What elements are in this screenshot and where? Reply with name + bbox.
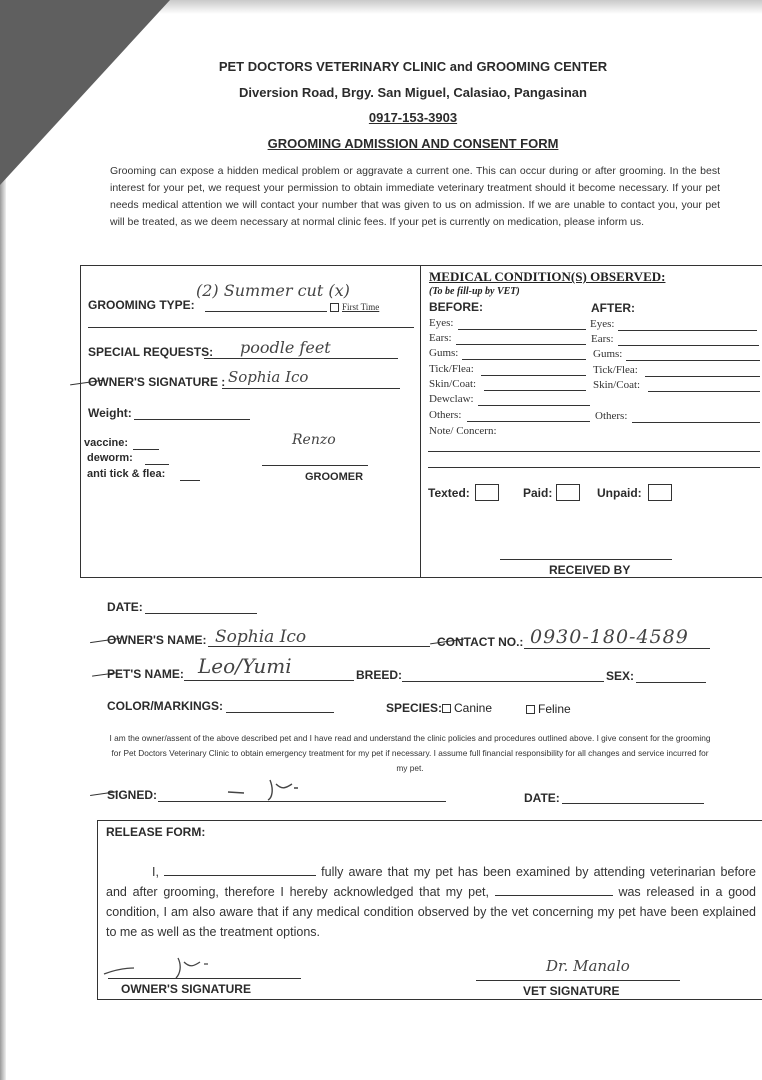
contact-value[interactable]: 0930-180-4589 [530,626,689,648]
after-ears-line [618,345,759,346]
texted-checkbox[interactable] [475,484,499,501]
date-line [145,613,257,614]
deworm-label: deworm: [87,452,133,464]
deworm-line [145,464,169,465]
pet-name-label: PET'S NAME: [107,667,184,681]
clinic-address: Diversion Road, Brgy. San Miguel, Calasiao, Pangasinan [239,85,587,100]
texted-label: Texted: [428,486,470,500]
before-others-label: Others: [429,409,462,421]
weight-line [134,419,250,420]
before-eyes-label: Eyes: [429,317,454,329]
special-requests-value[interactable]: poodle feet [240,338,331,357]
release-text-part2: fully aware that my pet has been examined by attending veterinarian before and after grooming, therefore I hereby acknowledged that my pet, [106,865,756,899]
vaccine-label: vaccine: [84,437,129,449]
after-skincoat-line [648,391,760,392]
release-text-part1: I, [152,865,159,879]
pet-name-value[interactable]: Leo/Yumi [198,654,292,678]
owner-signature-line [222,388,400,389]
owner-name-label: OWNER'S NAME: [107,633,207,647]
before-tickflea-label: Tick/Flea: [429,363,474,375]
before-dewclaw-label: Dewclaw: [429,393,474,405]
release-owner-signature-line [108,978,301,979]
grooming-type-line [205,311,327,312]
before-ears-line [456,344,586,345]
received-by-line [500,559,672,560]
release-owner-blank[interactable] [164,863,316,876]
vet-signature-label: VET SIGNATURE [523,984,620,998]
feline-label: Feline [538,702,571,716]
vet-signature-value[interactable]: Dr. Manalo [546,957,630,975]
clinic-name: PET DOCTORS VETERINARY CLINIC and GROOMING CENTER [218,59,608,74]
owner-name-value[interactable]: Sophia Ico [215,627,307,647]
color-markings-label: COLOR/MARKINGS: [107,699,223,713]
paid-label: Paid: [523,486,553,500]
note-concern-label: Note/ Concern: [429,425,497,437]
sex-line [636,682,706,683]
color-markings-line [226,712,334,713]
before-gums-label: Gums: [429,347,459,359]
grooming-type-label: GROOMING TYPE: [88,298,195,312]
before-skincoat-label: Skin/Coat: [429,378,477,390]
vaccine-line [133,449,159,450]
vet-signature-line [476,980,680,981]
consent-text: I am the owner/assent of the above described pet and I have read and understand the clinic policies and procedures outlined above. I give consent for the grooming for Pet Doctors Veterinary Clinic to obtain emergency treatment for my pet if necessary. I assume full financial responsibility for all changes and service incurred for my pet. [109,733,711,773]
note-line-2 [428,467,760,468]
release-text [106,862,756,942]
before-skincoat-line [484,390,586,391]
after-tickflea-line [645,376,760,377]
clinic-phone: 0917-153-3903 [368,110,458,125]
after-eyes-label: Eyes: [590,318,615,330]
before-dewclaw-line [478,405,590,406]
before-label: BEFORE: [429,300,483,314]
special-requests-label: SPECIAL REQUESTS: [88,345,214,359]
groomer-label: GROOMER [305,471,364,483]
weight-label: Weight: [88,406,132,420]
signed-label: SIGNED: [107,788,158,802]
first-time-checkbox[interactable] [330,303,339,312]
breed-line [402,681,604,682]
after-gums-label: Gums: [593,348,623,360]
first-time-label: First Time [342,302,380,312]
before-tickflea-line [481,375,586,376]
pet-name-line [184,680,354,681]
canine-label: Canine [454,701,493,715]
owner-signature-label: OWNER'S SIGNATURE : [88,375,226,389]
special-requests-line [204,358,398,359]
groomer-line [262,465,368,466]
unpaid-label: Unpaid: [597,486,642,500]
unpaid-checkbox[interactable] [648,484,672,501]
release-owner-signature-label: OWNER'S SIGNATURE [121,982,251,996]
species-canine-option[interactable] [442,701,492,715]
after-ears-label: Ears: [591,333,614,345]
consent-date-line [562,803,704,804]
form-title: GROOMING ADMISSION AND CONSENT FORM [267,136,559,151]
species-label: SPECIES: [386,701,443,715]
consent-signature [222,772,322,802]
tick-flea-line [180,480,200,481]
intro-paragraph: Grooming can expose a hidden medical problem or aggravate a current one. This can occur during or after grooming. In the best interest for your pet, we request your permission to obtain immediate veterinary treatment should it become necessary. If your pet needs medical attention we will contact your number that was given to us on admission. If we are unable to contact you, your pet will be treated, as we deem necessary at normal clinic fees. If your pet is currently on medication, please inform us. [110,165,720,228]
section-divider [420,265,421,577]
after-others-label: Others: [595,410,628,422]
after-skincoat-label: Skin/Coat: [593,379,641,391]
contact-label: CONTACT NO.: [437,635,524,649]
release-pet-blank[interactable] [495,883,613,896]
release-text-part3: was released in a good condition, I am also aware that if any medical condition observed by the vet concerning my pet have been explained to me as well as the treatment options. [106,885,756,939]
after-label: AFTER: [591,301,635,315]
after-tickflea-label: Tick/Flea: [593,364,638,376]
consent-date-label: DATE: [524,791,560,805]
after-others-line [632,422,760,423]
after-eyes-line [618,330,757,331]
feline-checkbox[interactable] [526,705,535,714]
breed-label: BREED: [356,668,403,682]
tick-flea-label: anti tick & flea: [87,468,166,480]
before-eyes-line [458,329,586,330]
before-ears-label: Ears: [429,332,452,344]
canine-checkbox[interactable] [442,704,451,713]
species-feline-option[interactable] [526,702,571,716]
release-title: RELEASE FORM: [106,825,206,839]
before-others-line [467,421,590,422]
after-gums-line [626,360,760,361]
first-time-option[interactable] [330,302,379,312]
paid-checkbox[interactable] [556,484,580,501]
medical-subtitle: (To be fill-up by VET) [429,286,520,297]
sex-label: SEX: [606,669,635,683]
page-shadow [160,0,762,14]
groomer-value[interactable]: Renzo [292,432,336,448]
grooming-extra-line [88,327,414,328]
date-label: DATE: [107,600,143,614]
owner-signature-value[interactable]: Sophia Ico [228,368,309,386]
received-by-label: RECEIVED BY [549,563,631,577]
before-gums-line [462,359,586,360]
contact-line [524,648,710,649]
note-line-1 [428,451,760,452]
grooming-type-value[interactable]: (2) Summer cut (x) [196,281,350,300]
medical-title: MEDICAL CONDITION(S) OBSERVED: [429,269,666,284]
